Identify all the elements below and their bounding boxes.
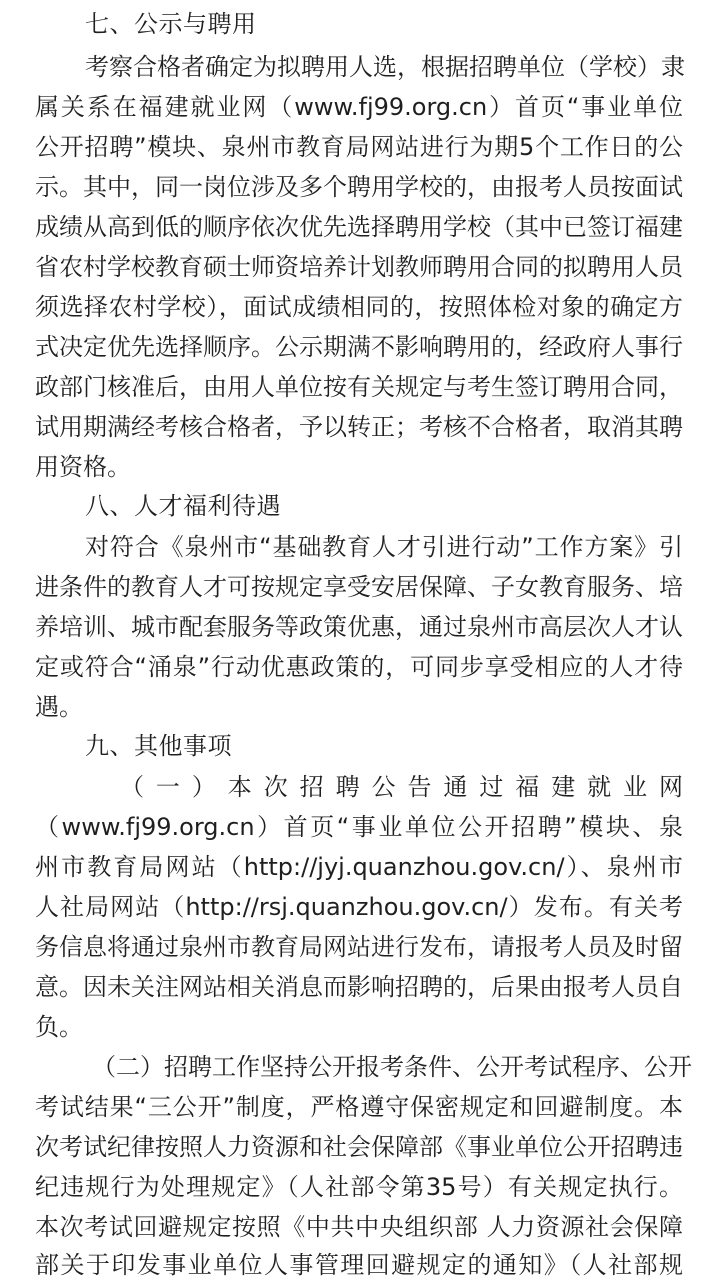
section-heading-9: 九、其他事项 xyxy=(85,732,232,760)
text-line: 州市教育局网站（http://jyj.quanzhou.gov.cn/）、泉州市 xyxy=(35,853,683,881)
text-line: 务信息将通过泉州市教育局网站进行发布，请报考人员及时留 xyxy=(35,933,683,961)
text-line: 次考试纪律按照人力资源和社会保障部《事业单位公开招聘违 xyxy=(35,1133,683,1161)
text-line: 养培训、城市配套服务等政策优惠，通过泉州市高层次人才认 xyxy=(35,613,683,641)
text-line: 须选择农村学校），面试成绩相同的，按照体检对象的确定方 xyxy=(35,293,683,321)
text-line: 用资格。 xyxy=(35,453,131,481)
text-line: 属关系在福建就业网（www.fj99.org.cn）首页“事业单位 xyxy=(35,93,683,121)
section-heading-8: 八、人才福利待遇 xyxy=(85,492,281,520)
text-line: 示。其中，同一岗位涉及多个聘用学校的，由报考人员按面试 xyxy=(35,173,683,201)
text-line: 对符合《泉州市“基础教育人才引进行动”工作方案》引 xyxy=(85,533,683,561)
text-line: 负。 xyxy=(35,1013,83,1041)
text-line: 考察合格者确定为拟聘用人选，根据招聘单位（学校）隶 xyxy=(85,53,685,81)
text-line: （一）本次招聘公告通过福建就业网 xyxy=(120,773,683,801)
text-line: 成绩从高到低的顺序依次优先选择聘用学校（其中已签订福建 xyxy=(35,213,683,241)
text-line: 定或符合“涌泉”行动优惠政策的，可同步享受相应的人才待 xyxy=(35,653,683,681)
text-line: 省农村学校教育硕士师资培养计划教师聘用合同的拟聘用人员 xyxy=(35,253,683,281)
text-line: （二）招聘工作坚持公开报考条件、公开考试程序、公开 xyxy=(92,1053,692,1081)
text-line: 遇。 xyxy=(35,693,83,721)
text-line: 考试结果“三公开”制度，严格遵守保密规定和回避制度。本 xyxy=(35,1093,683,1121)
text-line: 本次考试回避规定按照《中共中央组织部 人力资源社会保障 xyxy=(35,1213,683,1241)
section-heading-7: 七、公示与聘用 xyxy=(85,10,257,38)
text-line: 式决定优先选择顺序。公示期满不影响聘用的，经政府人事行 xyxy=(35,333,683,361)
text-line: 纪违规行为处理规定》（人社部令第35号）有关规定执行。 xyxy=(35,1173,683,1201)
text-line: 试用期满经考核合格者，予以转正；考核不合格者，取消其聘 xyxy=(35,413,683,441)
text-line: （www.fj99.org.cn）首页“事业单位公开招聘”模块、泉 xyxy=(35,813,683,841)
text-line: 进条件的教育人才可按规定享受安居保障、子女教育服务、培 xyxy=(35,573,683,601)
text-line: 意。因未关注网站相关消息而影响招聘的，后果由报考人员自 xyxy=(35,973,683,1001)
text-line: 人社局网站（http://rsj.quanzhou.gov.cn/）发布。有关考 xyxy=(35,893,683,921)
text-line: 公开招聘”模块、泉州市教育局网站进行为期5个工作日的公 xyxy=(35,133,683,161)
text-line: 政部门核准后，由用人单位按有关规定与考生签订聘用合同， xyxy=(35,373,683,401)
text-line: 部关于印发事业单位人事管理回避规定的通知》（人社部规 xyxy=(35,1251,683,1279)
